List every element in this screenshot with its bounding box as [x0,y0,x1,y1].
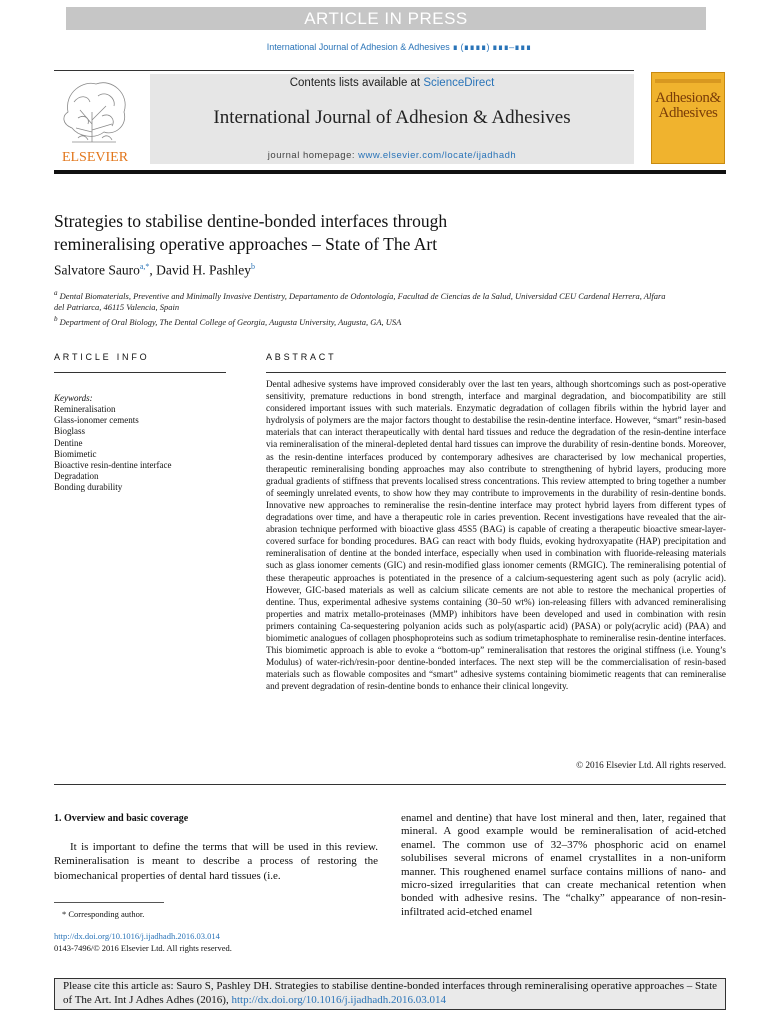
cover-title [654,91,722,121]
journal-cover-thumbnail[interactable] [651,72,725,164]
abstract-text: Dental adhesive systems have improved considerably over the last ten years, although shortcomings such as post-operative sensitivity, premature reductions in bond strength, interface and marginal degradation, and biocompatibility are still considered important issues with such materials. Enzymatic degradation of collagen fibrils within the hybrid layer and hydrolysis of polymers are the major factors thought to destabilise the resin-dentine interface. However, “smart” resin-based materials that can interact therapeutically with dental hard tissues and reduce the degradation of the resin-dentine interface via remineralisation of the mineral-depleted dental hard tissues can improve the durability of resin-dentine bonds. Moreover, as the resin-dentine interfaces produced by contemporary adhesives are characterised by low mechanical properties, therapeutic remineralising bonding approaches may also contribute to strengthening of hybrid layers, producing more gradual gradients of stiffness that prevents localised stress concentrations. This review attempted to bring together a number of seemingly unrelated events, to show how they may contribute to improvements in the durability of resin-dentine bonds. Innovative new approaches to remineralise the resin-dentine interface may protect hybrid layers from different types of degradations over time, and have a therapeutic role in caries prevention. Recent investigations have revealed that the air-abrasion technique performed with bioactive glass 45S5 (BAG) is capable of creating a therapeutic bioactive smear-layer-covered surface for bonding procedures. BAG can react with body fluids, evoking hydroxyapatite (HAP) precipitation and remineralisation of dentine at the bonded interface, especially when used in combination with fluoride-releasing materials such as glass ionomer cements (GIC) and resin-modified glass ionomer cements (RMGIC). The remineralising potential of these therapeutic approaches is potentiated in the presence of a calcium-sequestering agent such as poly (acrylic acid). However, GIC-based materials as well as calcium silicate cements are not able to restore the mechanical properties of dentine. Thus, experimental adhesive systems containing (30–50 wt%) ion-releasing fillers with advanced remineralising properties and matrix metallo-proteinases (MMP) inhibitors have been developed and used in combination with resin primers containing Ca-sequestering polyanion acids such as poly(aspartic acid) (PASA) or poly(acrylic acid) (PAA) and biomimetic analogues of collagen phosphoproteins such as sodium trimetaphosphate to remineralise resin-dentine interfaces. This biomimetic approach is able to evoke a “bottom-up” remineralisation that restores the original stiffness (i.e. Young’s Modulus) of water-rich/resin-poor dentine-bonded interfaces. The next step will be the commercialisation of resin-based materials such as flowable composites and “smart” adhesive systems containing biomimetic reagents that can remineralise and prevent degradation of resin-dentine bonds to enhance their clinical longevity. [266,379,726,692]
body-column-right: enamel and dentine) that have lost mineral and then, later, regained that mineral. A good example would be remineralisation of acid-etched enamel. The common use of 32–37% phosphoric acid on enamel solubilises several microns of enamel crystallites in a non-uniform manner. This roughened enamel surface contains millions of nano- and micro-sized irregularities that can create mechanical retention when bonded with adhesive resins. The “chalky” appearance of non-resin-infiltrated acid-etched enamel [401,812,726,918]
affiliations [54,288,674,328]
author-separator: , [149,262,157,278]
elsevier-logo[interactable] [54,72,136,164]
author-sauro[interactable]: Salvatore Sauro [54,262,140,278]
masthead-bottom-rule [54,170,726,174]
affiliation-a [54,288,674,314]
citation-box [54,978,726,1010]
journal-reference-link[interactable]: International Journal of Adhesion & Adhesives ∎ (∎∎∎∎) ∎∎∎–∎∎∎ [266,42,532,52]
keyword-list [54,404,171,494]
keyword-item[interactable]: Biomimetic [54,448,97,459]
article-title-line2: remineralising operative approaches – State of The Art [54,234,438,254]
article-info-heading: ARTICLE INFO [54,352,150,362]
journal-title: International Journal of Adhesion & Adhesives [213,107,571,128]
abstract-copyright: © 2016 Elsevier Ltd. All rights reserved. [576,760,726,770]
author-pashley[interactable]: David H. Pashley [156,262,252,278]
doi-block [54,931,232,954]
cover-title-line1: Adhesion& [655,90,721,106]
affiliation-b [54,314,674,328]
citation-doi-link[interactable]: http://dx.doi.org/10.1016/j.ijadhadh.2016.03.014 [231,993,447,1006]
abstract-bottom-rule [54,784,726,785]
author-list [54,262,255,279]
doi-link[interactable]: http://dx.doi.org/10.1016/j.ijadhadh.2016.03.014 [54,931,220,941]
abstract-rule [266,372,726,373]
affiliation-a-text: Dental Biomaterials, Preventive and Minimally Invasive Dentistry, Departamento de Odontología, Facultad de Ciencias de la Salud, Universidad CEU Cardenal Herrera, Alfara del Patriarca, 46115 Valencia, Spain [54,290,666,313]
elsevier-wordmark: ELSEVIER [61,150,129,164]
keywords-label: Keywords: [54,393,93,403]
article-title-line1: Strategies to stabilise dentine-bonded interfaces through [54,211,448,231]
keyword-item[interactable]: Bioactive resin-dentine interface [54,460,172,471]
issn-copyright: 0143-7496/© 2016 Elsevier Ltd. All rights reserved. [54,942,232,953]
homepage-prefix: journal homepage: [267,150,359,161]
keyword-item[interactable]: Bioglass [54,426,86,437]
cover-stripe [655,79,721,83]
affiliation-b-text: Department of Oral Biology, The Dental College of Georgia, Augusta University, Augusta, GA, USA [57,316,402,327]
contents-prefix: Contents lists available at [289,77,424,89]
abstract-heading: ABSTRACT [266,352,337,362]
affiliation-b-mark: b [54,314,58,323]
keyword-item[interactable]: Bonding durability [54,482,123,493]
keyword-item[interactable]: Remineralisation [54,404,116,414]
section-1-heading: 1. Overview and basic coverage [54,813,189,824]
journal-homepage [150,150,634,161]
sciencedirect-link[interactable]: ScienceDirect [423,77,495,89]
keyword-item[interactable]: Dentine [54,437,83,448]
keyword-item[interactable]: Degradation [54,471,99,482]
keyword-item[interactable]: Glass-ionomer cements [54,415,139,426]
article-info-rule [54,372,226,373]
article-title [54,210,674,256]
citation-text: Please cite this article as: Sauro S, Pashley DH. Strategies to stabilise dentine-bonded interfaces through remineralising operative approaches – State of The Art. Int J Adhes Adhes (2016), [63,980,718,1006]
body-column-left: It is important to define the terms that will be used in this review. Remineralisation is meant to describe a process of restoring the biomechanical properties of dental hard tissues (i.e. [54,841,378,882]
corresponding-author-note: * Corresponding author. [62,909,145,919]
contents-line [150,77,634,89]
footnote-rule [54,902,164,903]
author2-affiliation-mark[interactable]: b [251,262,256,271]
article-in-press-banner: ARTICLE IN PRESS [66,7,706,30]
affiliation-a-mark: a [54,289,58,297]
homepage-link[interactable]: www.elsevier.com/locate/ijadhadh [358,150,517,161]
author1-affiliation-mark[interactable]: a,* [139,262,150,271]
cover-title-line2: Adhesives [658,105,718,121]
masthead-top-rule [54,70,634,71]
